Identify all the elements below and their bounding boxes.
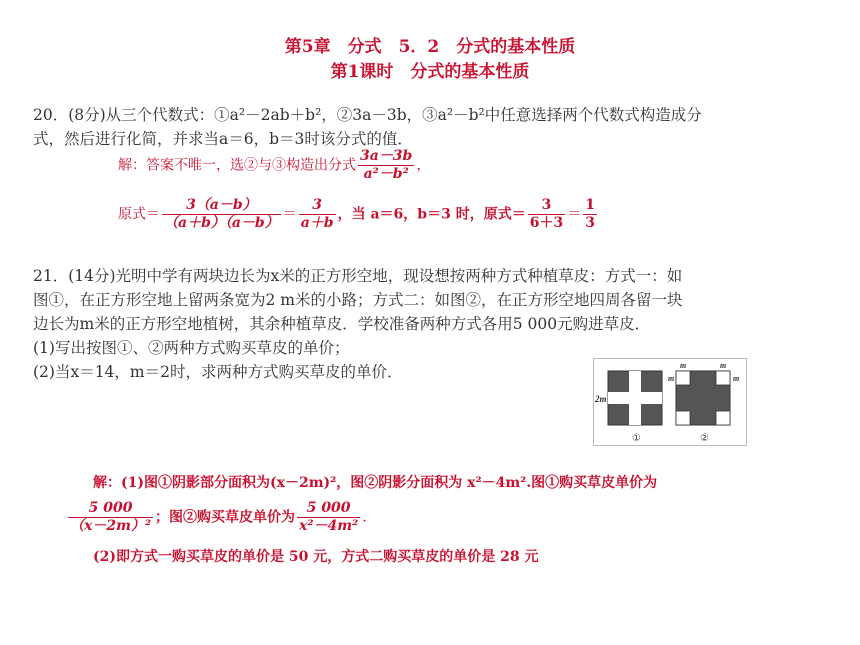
fig2-corner-tr: [716, 371, 730, 385]
q21-sub2: (2)当x＝14，m＝2时，求两种方式购买草皮的单价．: [33, 363, 403, 381]
q20-fraction-4: $\frac{3}{6+3}$: [529, 197, 564, 231]
q21-ans1-mid: ；图②购买草皮单价为: [155, 509, 296, 526]
q21-answer-1a: 解：(1)图①阴影部分面积为(x－2m)²，图②阴影分面积为 x²－4m².图①购买草皮单价为: [93, 475, 658, 491]
fig2-corner-br: [716, 411, 730, 425]
q21-fraction-1: $\frac{5 000}{\text{（x－2m）²}}$: [70, 500, 152, 534]
q20-fraction-5: $\frac{1}{3}$: [585, 197, 595, 231]
fig2-caption: ②: [700, 433, 709, 444]
q20-yuanshi: 原式＝: [118, 206, 160, 223]
q21-fraction-2: $\frac{5 000}{\text{x²－4m²}}$: [299, 500, 359, 534]
fig2-label-m-left: m: [668, 374, 675, 383]
fig2-label-m-top-right: m: [720, 361, 727, 370]
lesson-title: 第1课时 分式的基本性质: [330, 62, 530, 82]
fig1-label-2m: 2m: [595, 394, 607, 404]
q21-answer-1b: $\frac{5 000}{\text{（x－2m）²}}$ ；图②购买草皮单价为 $\frac{5 000}{\text{x²－4m²}}$ ．: [70, 500, 377, 534]
q20-fraction-2: $\frac{3(a-b)}{(a+b)(a-b)}$: [164, 197, 279, 231]
q20-sol-intro: 解：答案不唯一，选②与③构造出分式: [118, 157, 356, 174]
chapter-title: 第5章 分式 5．2 分式的基本性质: [284, 37, 576, 57]
q20-when: ，当 a＝6，b＝3 时，原式＝: [337, 206, 526, 223]
q20-solution-line1: 解：答案不唯一，选②与③构造出分式 $\frac{3a-3b}{\text{a²－b²}}$ ，: [118, 148, 431, 182]
q20-text: [33, 103, 833, 151]
fig2-corner-bl: [676, 411, 690, 425]
q20-solution-line2: 原式＝ $\frac{3(a-b)}{(a+b)(a-b)}$ ＝ $\frac{3}{a+b}$ ，当 a＝6，b＝3 时，原式＝ $\frac{3}{6+3}$ ＝ $\frac{1}{3}$: [118, 197, 595, 231]
q20-fraction-1: $\frac{3a-3b}{\text{a²－b²}}$: [360, 148, 413, 182]
q21-figure-svg: [594, 359, 746, 445]
fig2-corner-tl: [676, 371, 690, 385]
q21-line2: 图①，在正方形空地上留两条宽为2 m米的小路；方式二：如图②，在正方形空地四周各留一块: [33, 291, 683, 309]
q21-answer-2: (2)即方式一购买草皮的单价是 50 元，方式二购买草皮的单价是 28 元: [93, 549, 539, 565]
q21-line1: 21．(14分)光明中学有两块边长为x米的正方形空地，现设想按两种方式种植草皮：方式一：如: [33, 267, 683, 285]
q21-sub1: (1)写出按图①、②两种方式购买草皮的单价；: [33, 339, 350, 357]
q20-line2: 式，然后进行化简，并求当a＝6，b＝3时该分式的值．: [33, 130, 413, 148]
fig2-label-m-top-left: m: [680, 361, 687, 370]
q20-fraction-3: $\frac{3}{a+b}$: [300, 197, 334, 231]
q21-line3: 边长为m米的正方形空地植树，其余种植草皮．学校准备两种方式各用5 000元购进草皮．: [33, 315, 651, 333]
fig1-horizontal-path: [608, 392, 662, 404]
fig2-label-m-right: m: [733, 374, 740, 383]
q20-line1: 20．(8分)从三个代数式：①a²－2ab＋b²，②3a－3b，③a²－b²中任意选择两个代数式构造成分: [33, 106, 702, 124]
q21-figure: [593, 358, 747, 446]
fig1-caption: ①: [632, 433, 641, 444]
